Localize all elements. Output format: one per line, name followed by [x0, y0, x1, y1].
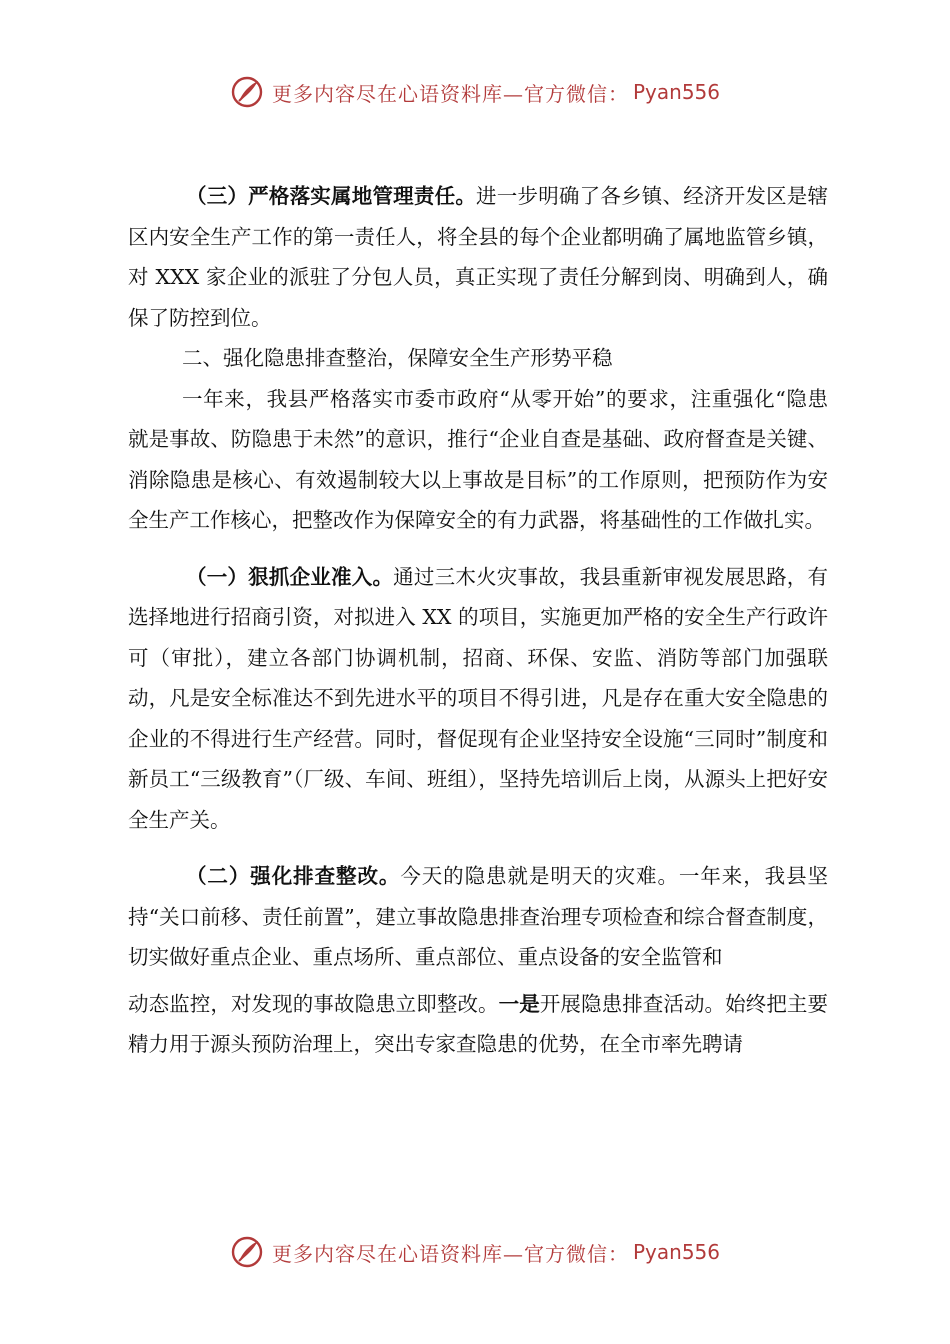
document-body — [128, 176, 828, 1065]
paragraph-text: 进一步明确了各乡镇、经济开发区是辖区内安全生产工作的第一责任人，将全县的每个企业都明确了属地监管乡镇，对 XXX 家企业的派驻了分包人员，真正实现了责任分解到岗、明确到人，确保了防控到位。 — [128, 184, 829, 330]
paragraph-text: 开展隐患排查活动。始终把主要精力用于源头预防治理上，突出专家查隐患的优势，在全市率先聘请 — [128, 991, 829, 1056]
watermark-wechat-id: Pyan556 — [632, 1240, 720, 1264]
paragraph-text: 动态监控，对发现的事故隐患立即整改。 — [128, 991, 499, 1016]
watermark-wechat-id: Pyan556 — [632, 80, 720, 104]
paragraph-text: 通过三木火灾事故，我县重新审视发展思路，有选择地进行招商引资，对拟进入 XX 的项目，实施更加严格的安全生产行政许可（审批），建立各部门协调机制，招商、环保、安监、消防等部门加强联动，凡是安全标准达不到先进水平的项目不得引进，凡是存在重大安全隐患的企业的不得进行生产经营。同时，督促现有企业坚持安全设施“三同时”制度和新员工“三级教育”（厂级、车间、班组），坚持先培训后上岗，从源头上把好安全生产关。 — [128, 564, 829, 832]
paragraph-inspection-rectification — [128, 856, 828, 978]
paragraph-overview: 一年来，我县严格落实市委市政府“从零开始”的要求，注重强化“隐患就是事故、防隐患于未然”的意识，推行“企业自查是基础、政府督查是关键、消除隐患是核心、有效遏制较大以上事故是目标”的工作原则，把预防作为安全生产工作核心，把整改作为保障安全的有力武器，将基础性的工作做扎实。 — [128, 386, 828, 532]
watermark — [230, 75, 720, 109]
paragraph-heading: （三）严格落实属地管理责任。 — [186, 184, 477, 208]
quill-logo-icon — [230, 75, 264, 109]
paragraph-territorial-responsibility — [128, 176, 828, 338]
paragraph-text: 今天的隐患就是明天的灾难。一年来，我县坚持“关口前移、责任前置”，建立事故隐患排查治理专项检查和综合督查制度，切实做好重点企业、重点场所、重点部位、重点设备的安全监管和 — [128, 864, 829, 969]
watermark-text: 更多内容尽在心语资料库—官方微信： — [271, 81, 629, 106]
section-heading-two: 二、强化隐患排查整治，保障安全生产形势平稳 — [182, 346, 613, 370]
paragraph-heading: （二）强化排查整改。 — [186, 864, 401, 888]
paragraph-enterprise-access — [128, 557, 828, 841]
watermark-text: 更多内容尽在心语资料库—官方微信： — [271, 1241, 629, 1266]
paragraph-continuation — [128, 984, 828, 1065]
watermark — [230, 1235, 720, 1269]
header-watermark — [0, 70, 950, 114]
inline-bold-marker: 一是 — [498, 991, 540, 1016]
quill-logo-icon — [230, 1235, 264, 1269]
paragraph-heading: （一）狠抓企业准入。 — [186, 564, 394, 589]
footer-watermark — [0, 1230, 950, 1274]
